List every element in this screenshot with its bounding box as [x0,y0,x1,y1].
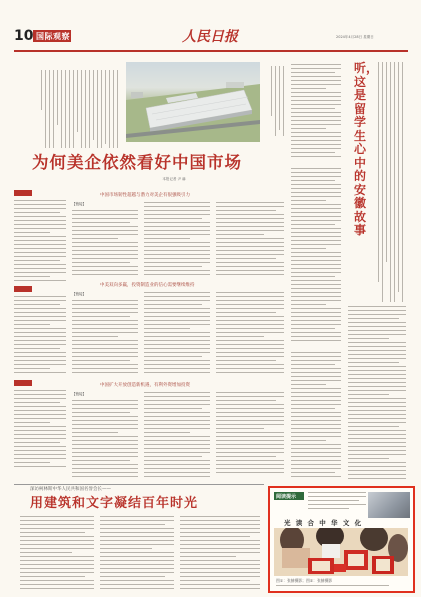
right-column-body [291,352,341,482]
header-rule [14,50,408,52]
right-headline-side-text [373,62,403,302]
section-title: 国际观察 [36,32,70,41]
right-body-text-top [291,64,341,160]
body-col-1a [72,210,138,278]
paper-cutting-photo [274,528,408,576]
box-label-text: 阅读提示 [276,493,297,500]
factory-illustration [126,62,260,142]
body-col-2c [216,292,284,376]
bottom-col-3 [180,516,260,592]
body-col-2a [72,300,138,376]
bottom-kicker: 深访柯林斯中华人民共和国名誉会长—— [30,487,111,492]
highlight-box[interactable] [268,486,415,593]
left-sidebar [14,190,66,480]
main-story-body [72,190,287,480]
right-body-text-mid [291,168,341,348]
body-col-1c [216,202,284,278]
date-line: 2024年4月28日 星期日 [336,35,374,39]
body-col-2b [144,292,210,376]
sidebar-text-1 [14,200,66,284]
link-tag-1: 【链接】 [72,202,86,206]
bottom-title: 用建筑和文字凝结百年时光 [30,496,199,511]
body-col-3a [72,400,138,478]
sidebar-tag-1 [14,190,32,196]
right-column-body-2 [348,306,406,482]
link-tag-2: 【链接】 [72,292,86,296]
body-col-1b [144,202,210,278]
link-tag-3: 【链接】 [72,392,86,396]
sidebar-tag-3 [14,380,32,386]
section-badge [33,30,71,42]
main-byline: 本报记者 尹 赫 [162,177,186,181]
right-headline: 听，这是留学生心中的安徽故事 [354,61,379,237]
box-banner-text: 光 读 合 中 华 文 化 [284,519,363,527]
subhead-1: 中国市场韧性超越与潜力对美企有很强吸引力 [100,193,190,198]
paper-cutting-scene [274,528,408,576]
subhead-3: 中国扩大开放创造新机遇，有利外资增加投资 [100,383,190,388]
box-label [274,492,304,500]
page-header [14,28,408,50]
box-intro-text [308,492,366,514]
sidebar-tag-2 [14,286,32,292]
bottom-col-1 [20,516,94,592]
photo-caption-vertical [264,66,284,136]
body-col-3c [216,392,284,478]
bottom-rule [14,484,264,485]
box-banner [274,518,408,527]
box-caption-text [276,585,404,591]
factory-aerial-photo [126,62,260,142]
box-caption: 图①：张赫摄影；图②：张赫摄影 [276,578,333,583]
sidebar-text-3 [14,390,66,470]
subhead-2: 中美双向多赢，投资制造业的信心需要继续维持 [100,283,195,288]
box-photo-1 [368,492,410,518]
page-number: 10 [14,28,34,44]
main-title: 为何美企依然看好中国市场 [32,153,242,172]
intro-vertical-text [38,70,118,148]
bottom-col-2 [100,516,174,592]
body-col-3b [144,392,210,478]
sidebar-text-2 [14,296,66,376]
masthead: 人民日报 [182,29,238,45]
